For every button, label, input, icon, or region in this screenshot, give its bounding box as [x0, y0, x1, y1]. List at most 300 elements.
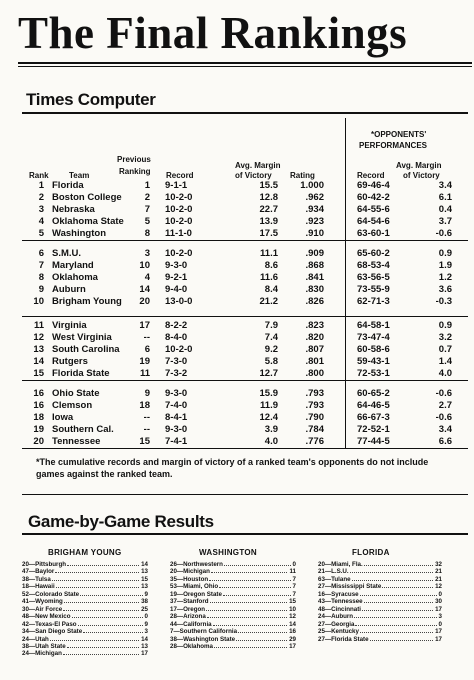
- margin-cell: 13.9: [259, 216, 278, 227]
- rank-cell: 20: [33, 436, 44, 447]
- game-opponent-name: New Mexico: [35, 613, 71, 621]
- computer-rule: [22, 112, 468, 114]
- game-result-line: [318, 606, 442, 613]
- opp-margin-cell: -0.6: [435, 412, 452, 423]
- game-team-score: 17: [170, 605, 177, 613]
- game-team-score: 28: [170, 613, 177, 621]
- score-separator: —: [324, 635, 332, 643]
- col-opp-avg-margin: Avg. Margin: [396, 161, 442, 170]
- game-opponent-name: Stanford: [183, 598, 209, 606]
- score-separator: —: [176, 575, 184, 583]
- opp-record-cell: 60-58-6: [357, 344, 390, 355]
- score-separator: —: [176, 620, 184, 628]
- game-opponent-score: 9: [144, 590, 148, 598]
- game-team-score: 34: [22, 628, 29, 636]
- game-opponent-score: 17: [141, 650, 148, 658]
- previous-ranking-cell: 5: [144, 216, 150, 227]
- score-separator: —: [324, 605, 332, 613]
- game-opponent-score: 7: [292, 575, 296, 583]
- game-result-line: [22, 576, 148, 583]
- game-opponent: [22, 636, 49, 643]
- previous-ranking-cell: 15: [139, 436, 150, 447]
- record-cell: 11-1-0: [165, 228, 192, 239]
- game-team-score: 27: [318, 583, 325, 591]
- game-result-line: [170, 598, 296, 605]
- rating-cell: .826: [305, 296, 324, 307]
- game-column-team-title: FLORIDA: [352, 548, 390, 557]
- game-opponent-score: 30: [435, 598, 442, 606]
- team-cell: Iowa: [52, 412, 74, 423]
- game-opponent-name: Miami, Ohio: [183, 583, 219, 591]
- opp-margin-cell: 6.1: [438, 192, 452, 203]
- game-opponent-score: 7: [292, 590, 296, 598]
- previous-ranking-cell: 4: [144, 272, 150, 283]
- game-opponent: [170, 576, 208, 583]
- leader-dots: [55, 572, 139, 573]
- game-opponent: [22, 598, 63, 605]
- score-separator: —: [28, 642, 36, 650]
- game-result-line: [170, 606, 296, 613]
- record-cell: 8-4-1: [165, 412, 188, 423]
- rank-cell: 8: [38, 272, 44, 283]
- previous-ranking-cell: 1: [144, 180, 150, 191]
- margin-cell: 12.4: [259, 412, 278, 423]
- record-cell: 9-2-1: [165, 272, 188, 283]
- games-rule: [22, 533, 468, 535]
- game-opponent: [170, 583, 218, 590]
- previous-ranking-cell: 18: [139, 400, 150, 411]
- ranking-row: [0, 272, 474, 284]
- game-team-score: 52: [22, 590, 29, 598]
- page-title: The Final Rankings: [18, 8, 408, 58]
- game-opponent-name: Texas-El Paso: [35, 620, 77, 628]
- score-separator: —: [28, 628, 36, 636]
- game-team-score: 27: [318, 635, 325, 643]
- opp-header-1: *OPPONENTS': [371, 130, 427, 139]
- game-opponent: [318, 636, 369, 643]
- game-opponent-name: Baylor: [35, 568, 55, 576]
- team-cell: Nebraska: [52, 204, 95, 215]
- col-ranking: Ranking: [119, 167, 151, 176]
- team-cell: West Virginia: [52, 332, 112, 343]
- score-separator: —: [176, 613, 184, 621]
- rating-cell: .793: [305, 400, 324, 411]
- ranking-row: [0, 356, 474, 368]
- game-opponent-score: 17: [435, 635, 442, 643]
- game-opponent: [170, 643, 213, 650]
- col-opp-of-victory: of Victory: [403, 171, 440, 180]
- game-opponent: [170, 613, 206, 620]
- opp-record-cell: 63-60-1: [357, 228, 390, 239]
- title-rule-thin: [18, 66, 472, 67]
- score-separator: —: [176, 635, 184, 643]
- team-cell: Brigham Young: [52, 296, 122, 307]
- ranking-row: [0, 228, 474, 240]
- leader-dots: [223, 595, 291, 596]
- opp-header-2: PERFORMANCES: [359, 141, 428, 150]
- margin-cell: 11.9: [260, 400, 278, 411]
- previous-ranking-cell: 3: [144, 248, 150, 259]
- game-team-score: 47: [22, 568, 29, 576]
- game-result-line: [22, 621, 148, 628]
- game-opponent-name: Pittsburgh: [35, 561, 67, 568]
- game-result-line: [170, 643, 296, 650]
- opp-record-cell: 63-56-5: [357, 272, 390, 283]
- game-opponent-score: 14: [289, 620, 296, 628]
- rank-cell: 19: [33, 424, 44, 435]
- game-opponent-name: Colorado State: [35, 590, 80, 598]
- games-rule-top: [22, 494, 468, 495]
- team-cell: Oklahoma State: [52, 216, 124, 227]
- game-opponent-score: 13: [141, 642, 148, 650]
- game-result-line: [22, 583, 148, 590]
- game-result-line: [318, 591, 442, 598]
- game-opponent-name: Utah State: [35, 642, 66, 650]
- opp-record-cell: 73-47-4: [357, 332, 390, 343]
- col-previous: Previous: [117, 155, 151, 164]
- team-cell: Ohio State: [52, 388, 100, 399]
- rank-cell: 5: [38, 228, 44, 239]
- rating-cell: .934: [305, 204, 324, 215]
- leader-dots: [50, 640, 139, 641]
- ranking-row: [0, 284, 474, 296]
- game-opponent-score: 13: [141, 568, 148, 576]
- game-opponent: [170, 636, 235, 643]
- game-opponent-name: Oregon: [183, 605, 206, 613]
- leader-dots: [224, 565, 291, 566]
- game-result-line: [318, 576, 442, 583]
- leader-dots: [83, 632, 143, 633]
- opp-record-cell: 60-42-2: [357, 192, 390, 203]
- rating-cell: .800: [305, 368, 324, 379]
- rank-cell: 16: [33, 388, 44, 399]
- game-result-line: [22, 606, 148, 613]
- game-column-team-title: BRIGHAM YOUNG: [48, 548, 122, 557]
- record-cell: 7-4-0: [165, 400, 188, 411]
- game-result-line: [170, 568, 296, 575]
- leader-dots: [78, 625, 143, 626]
- game-team-score: 42: [22, 620, 29, 628]
- game-opponent-score: 32: [435, 561, 442, 568]
- score-separator: —: [324, 598, 332, 606]
- game-result-line: [318, 598, 442, 605]
- game-opponent-name: Washington State: [183, 635, 236, 643]
- col-avg-margin: Avg. Margin: [235, 161, 281, 170]
- opp-record-cell: 72-52-1: [357, 424, 390, 435]
- game-opponent: [318, 613, 353, 620]
- score-separator: —: [324, 620, 332, 628]
- rating-cell: .820: [305, 332, 324, 343]
- game-opponent-score: 38: [141, 598, 148, 606]
- opp-margin-cell: 1.4: [438, 356, 452, 367]
- game-result-line: [170, 613, 296, 620]
- leader-dots: [236, 640, 287, 641]
- rank-cell: 13: [33, 344, 44, 355]
- game-team-score: 48: [22, 613, 29, 621]
- leader-dots: [364, 602, 433, 603]
- rank-cell: 1: [38, 180, 44, 191]
- score-separator: —: [28, 561, 36, 568]
- game-opponent: [170, 621, 212, 628]
- game-opponent-name: Southern California: [179, 628, 238, 636]
- leader-dots: [209, 580, 291, 581]
- margin-cell: 12.7: [259, 368, 278, 379]
- record-cell: 7-4-1: [165, 436, 188, 447]
- margin-cell: 7.9: [264, 320, 278, 331]
- game-opponent-name: Cincinnati: [331, 605, 361, 613]
- game-result-line: [22, 568, 148, 575]
- score-separator: —: [28, 613, 36, 621]
- game-team-score: 16: [318, 590, 325, 598]
- game-team-score: 38: [22, 642, 29, 650]
- game-team-score: 30: [22, 605, 29, 613]
- opp-margin-cell: 1.2: [438, 272, 452, 283]
- game-opponent-score: 15: [289, 598, 296, 606]
- score-separator: —: [176, 590, 184, 598]
- game-team-score: 43: [318, 598, 325, 606]
- game-team-score: 24: [318, 613, 325, 621]
- rating-cell: .923: [305, 216, 324, 227]
- rating-cell: .793: [305, 388, 324, 399]
- game-opponent-score: 3: [144, 628, 148, 636]
- game-opponent-score: 25: [141, 605, 148, 613]
- game-opponent: [318, 621, 354, 628]
- margin-cell: 11.1: [260, 248, 278, 259]
- game-team-score: 53: [170, 583, 177, 591]
- game-result-line: [22, 650, 148, 657]
- game-team-score: 19: [170, 590, 177, 598]
- rating-cell: .807: [305, 344, 324, 355]
- score-separator: —: [324, 561, 332, 568]
- opp-record-cell: 66-67-3: [357, 412, 390, 423]
- rating-cell: .830: [305, 284, 324, 295]
- game-team-score: 38: [170, 635, 177, 643]
- record-cell: 9-1-1: [165, 180, 188, 191]
- rank-cell: 12: [33, 332, 44, 343]
- game-opponent-name: California: [183, 620, 212, 628]
- margin-cell: 3.9: [264, 424, 278, 435]
- previous-ranking-cell: 10: [139, 260, 150, 271]
- rating-cell: .823: [305, 320, 324, 331]
- ranking-row: [0, 344, 474, 356]
- game-opponent: [318, 606, 361, 613]
- record-cell: 8-4-0: [165, 332, 188, 343]
- game-team-score: 20: [170, 568, 177, 576]
- record-cell: 8-2-2: [165, 320, 188, 331]
- team-cell: Washington: [52, 228, 106, 239]
- record-cell: 9-3-0: [165, 424, 188, 435]
- game-opponent-score: 15: [141, 575, 148, 583]
- opp-margin-cell: 3.7: [438, 216, 452, 227]
- score-separator: —: [324, 575, 332, 583]
- rating-cell: .962: [305, 192, 324, 203]
- game-opponent-score: 9: [144, 620, 148, 628]
- score-separator: —: [324, 613, 332, 621]
- rank-cell: 4: [38, 216, 44, 227]
- group-rule-1: [22, 240, 468, 241]
- opp-record-cell: 62-71-3: [357, 296, 390, 307]
- game-opponent: [22, 576, 51, 583]
- ranking-row: [0, 216, 474, 228]
- game-opponent-score: 14: [141, 561, 148, 568]
- leader-dots: [213, 625, 287, 626]
- game-opponent-name: Air Force: [35, 605, 63, 613]
- ranking-row: [0, 332, 474, 344]
- game-opponent: [170, 628, 237, 635]
- previous-ranking-cell: 8: [144, 228, 150, 239]
- game-result-line: [170, 583, 296, 590]
- opp-margin-cell: 3.4: [438, 180, 452, 191]
- leader-dots: [67, 565, 139, 566]
- game-opponent: [22, 650, 62, 657]
- game-result-line: [318, 628, 442, 635]
- team-cell: Auburn: [52, 284, 86, 295]
- score-separator: —: [28, 575, 36, 583]
- team-cell: Tennessee: [52, 436, 101, 447]
- game-result-line: [318, 613, 442, 620]
- team-cell: Oklahoma: [52, 272, 98, 283]
- game-team-score: 18: [22, 583, 29, 591]
- game-opponent-name: Wyoming: [35, 598, 63, 606]
- game-team-score: 48: [318, 605, 325, 613]
- record-cell: 10-2-0: [165, 344, 193, 355]
- rank-cell: 14: [33, 356, 44, 367]
- col-record: Record: [166, 171, 194, 180]
- game-opponent-score: 7: [292, 583, 296, 591]
- ranking-row: [0, 436, 474, 448]
- opp-margin-cell: -0.3: [435, 296, 452, 307]
- game-opponent: [22, 606, 62, 613]
- game-result-line: [318, 636, 442, 643]
- previous-ranking-cell: 19: [139, 356, 150, 367]
- opp-record-cell: 65-60-2: [357, 248, 390, 259]
- score-separator: —: [173, 628, 180, 636]
- game-team-score: 7: [170, 628, 174, 636]
- margin-cell: 12.8: [259, 192, 278, 203]
- rank-cell: 2: [38, 192, 44, 203]
- game-result-line: [22, 643, 148, 650]
- rating-cell: .868: [305, 260, 324, 271]
- game-result-line: [318, 621, 442, 628]
- game-opponent: [170, 591, 222, 598]
- record-cell: 9-4-0: [165, 284, 188, 295]
- game-opponent-name: Oregon State: [183, 590, 222, 598]
- score-separator: —: [176, 605, 184, 613]
- game-opponent: [318, 591, 359, 598]
- game-opponent: [318, 568, 349, 575]
- col-of-victory: of Victory: [235, 171, 272, 180]
- ranking-row: [0, 296, 474, 308]
- game-team-score: 28: [170, 642, 177, 650]
- team-cell: Maryland: [52, 260, 94, 271]
- game-team-score: 24: [22, 650, 29, 658]
- game-opponent: [318, 628, 359, 635]
- game-team-score: 35: [170, 575, 177, 583]
- opp-margin-cell: 0.7: [438, 344, 452, 355]
- margin-cell: 9.2: [264, 344, 278, 355]
- team-cell: S.M.U.: [52, 248, 82, 259]
- game-team-score: 21: [318, 568, 325, 576]
- game-result-line: [170, 591, 296, 598]
- margin-cell: 8.4: [264, 284, 278, 295]
- game-opponent-score: 21: [435, 575, 442, 583]
- leader-dots: [382, 587, 433, 588]
- rating-cell: .790: [305, 412, 324, 423]
- game-team-score: 20: [22, 561, 29, 568]
- rank-cell: 16: [33, 400, 44, 411]
- game-opponent-name: Northwestern: [183, 561, 223, 568]
- leader-dots: [219, 587, 291, 588]
- record-cell: 10-2-0: [165, 192, 193, 203]
- group-rule-2: [22, 316, 468, 317]
- game-opponent: [22, 591, 79, 598]
- game-result-line: [170, 636, 296, 643]
- score-separator: —: [28, 583, 36, 591]
- score-separator: —: [324, 583, 332, 591]
- rank-cell: 3: [38, 204, 44, 215]
- previous-ranking-cell: 2: [144, 192, 150, 203]
- ranking-row: [0, 400, 474, 412]
- score-separator: —: [28, 650, 36, 658]
- game-result-line: [22, 591, 148, 598]
- game-team-score: 44: [170, 620, 177, 628]
- opp-record-cell: 77-44-5: [357, 436, 390, 447]
- leader-dots: [214, 647, 287, 648]
- opp-margin-cell: 3.4: [438, 424, 452, 435]
- game-opponent-name: Michigan: [183, 568, 210, 576]
- game-opponent-name: Syracuse: [331, 590, 359, 598]
- opp-record-cell: 64-55-6: [357, 204, 390, 215]
- game-opponent-score: 17: [435, 605, 442, 613]
- leader-dots: [362, 610, 433, 611]
- game-opponent-score: 0: [292, 561, 296, 568]
- leader-dots: [238, 632, 287, 633]
- rating-cell: .784: [305, 424, 324, 435]
- game-opponent-name: Tulsa: [35, 575, 51, 583]
- game-team-score: 20: [318, 561, 325, 568]
- game-opponent-score: 17: [289, 642, 296, 650]
- game-opponent-name: Arizona: [183, 613, 206, 621]
- team-cell: Southern Cal.: [52, 424, 114, 435]
- footnote-rule: [22, 448, 468, 449]
- ranking-row: [0, 192, 474, 204]
- game-opponent-name: Miami, Fla.: [331, 561, 363, 568]
- rank-cell: 7: [38, 260, 44, 271]
- ranking-row: [0, 320, 474, 332]
- game-opponent-name: Hawaii: [35, 583, 55, 591]
- game-opponent-score: 0: [144, 613, 148, 621]
- game-team-score: 37: [170, 598, 177, 606]
- previous-ranking-cell: --: [143, 424, 150, 435]
- team-cell: Virginia: [52, 320, 87, 331]
- score-separator: —: [176, 568, 184, 576]
- game-opponent-name: Houston: [183, 575, 209, 583]
- score-separator: —: [176, 583, 184, 591]
- leader-dots: [206, 610, 287, 611]
- game-opponent: [22, 561, 66, 568]
- score-separator: —: [324, 628, 332, 636]
- game-opponent-score: 13: [141, 583, 148, 591]
- game-opponent: [170, 606, 205, 613]
- game-opponent: [318, 561, 363, 568]
- rating-cell: .776: [305, 436, 324, 447]
- game-opponent-score: 29: [289, 635, 296, 643]
- ranking-row: [0, 368, 474, 380]
- opp-margin-cell: -0.6: [435, 228, 452, 239]
- opp-record-cell: 60-65-2: [357, 388, 390, 399]
- game-result-line: [170, 576, 296, 583]
- opp-record-cell: 64-54-6: [357, 216, 390, 227]
